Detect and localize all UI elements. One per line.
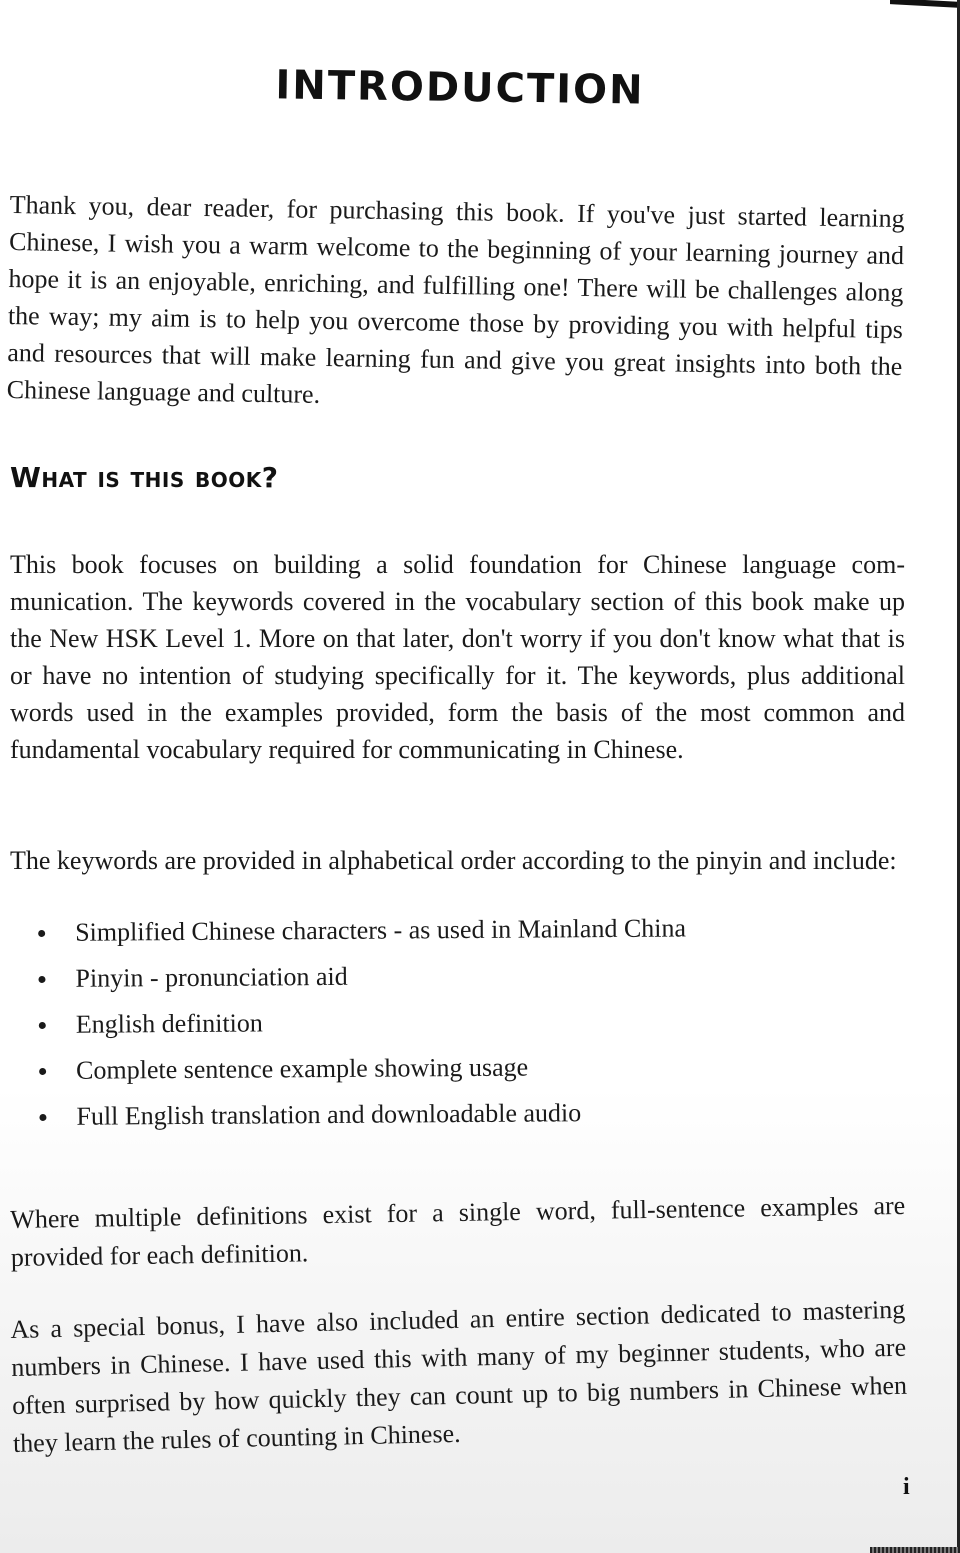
list-item [39, 1089, 687, 1140]
definitions-paragraph: Where multiple definitions exist for a single word, full-sentence examples are provided for each definition. [10, 1190, 906, 1272]
page-edge-bottom [870, 1547, 960, 1553]
list-item [38, 905, 686, 956]
section-paragraph-2: The keywords are provided in alphabetical order according to the pinyin and include: [10, 846, 897, 875]
page-number: i [903, 1474, 910, 1500]
list-item [39, 1043, 687, 1094]
page-title: INTRODUCTION [275, 62, 645, 114]
bullet-icon [39, 1113, 46, 1120]
list-item [38, 951, 686, 1002]
bullet-icon [39, 1067, 46, 1074]
list-item-text: Simplified Chinese characters - as used in Mainland China [75, 913, 687, 947]
list-item-text: Pinyin - pronunciation aid [75, 961, 348, 993]
section-heading: What is this book? [10, 461, 279, 495]
list-item-text: English definition [75, 1008, 263, 1039]
keyword-features-list [38, 905, 687, 1140]
list-item [39, 997, 687, 1048]
list-item-text: Full English translation and downloadable audio [76, 1098, 582, 1131]
bullet-icon [38, 975, 45, 982]
bullet-icon [38, 929, 45, 936]
bonus-paragraph: As a special bonus, I have also included an entire section dedicated to mastering numbers in Chinese. I have used this with many of my beginner students, who are often surprised by how quickly they can count up to big numbers in Chinese when they learn the rules of counting in Chinese. [10, 1294, 908, 1458]
page-edge-top [890, 0, 960, 8]
intro-paragraph: Thank you, dear reader, for purchasing this book. If you've just started learning Chinese, I wish you a warm welcome to the beginning of your learning journey and hope it is an enjoyable, enriching, and fulfilling one! There will be challenges along the way; my aim is to help you overcome those by providing you with helpful tips and resources that will make learning fun and give you great insights into both the Chinese language and culture. [6, 189, 905, 409]
list-item-text: Complete sentence example showing usage [76, 1052, 529, 1085]
section-paragraph-1: This book focuses on building a solid foundation for Chinese language communication. The keywords covered in the vocabulary section of this book make up the New HSK Level 1. More on that later, don't worry if you don't know what that is or have no intention of studying specifically for it. The keywords, plus additional words used in the examples provided, form the basis of the most common and fundamental vocabulary required for communicating in Chinese. [10, 550, 905, 764]
bullet-icon [39, 1021, 46, 1028]
